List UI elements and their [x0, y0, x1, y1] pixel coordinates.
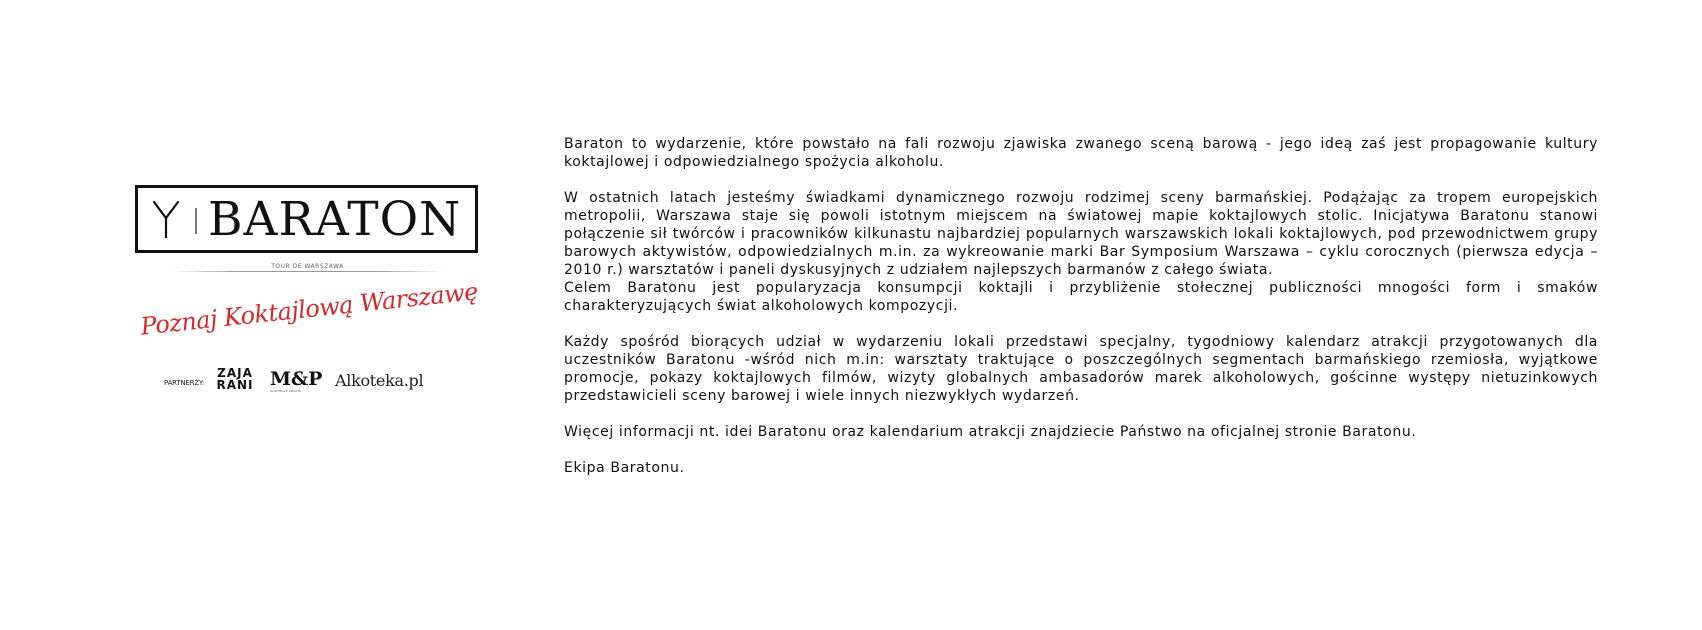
paragraph-signature: Ekipa Baratonu. [564, 460, 685, 476]
baraton-logo [130, 183, 486, 408]
paragraph-intro: Baraton to wydarzenie, które powstało na fali rozwoju zjawiska zwanego sceną barową - jego ideą zaś jest propagowanie kultury koktajlowej i odpowiedzialnego spożycia alkoholu. [564, 136, 1598, 170]
script-tagline [139, 277, 480, 343]
partner-zaja-rani-logo: ZAJA RANI [216, 366, 254, 392]
tour-label: TOUR DE WARSZAWA [170, 263, 445, 270]
tour-divider-line [170, 271, 445, 272]
paragraph-goal: Celem Baratonu jest popularyzacja konsumpcji koktajli i przybliżenie stołecznej publiczności mnogości form i smaków charakteryzujących świat alkoholowych kompozycji. [564, 280, 1598, 314]
logo-divider [195, 208, 197, 234]
partners-label: PARTNERZY: [164, 379, 205, 387]
article-body [564, 135, 1598, 495]
paragraph-calendar: Każdy spośród biorących udział w wydarzeniu lokali przedstawi specjalny, tygodniowy kalendarz atrakcji przygotowanych dla uczestników Baratonu -wśród nich m.in: warsztaty traktujące o poszczególnych segmentach barmańskiego rzemiosła, wyjątkowe promocje, pokazy koktajlowych filmów, wizyty globalnych ambasadorów marek alkoholowych, gościnne występy nietuzinkowych przedstawicieli sceny barowej i wiele innych niezwykłych wydarzeń. [564, 334, 1598, 404]
paragraph-more-info: Więcej informacji nt. idei Baratonu oraz kalendarium atrakcji znajdziecie Państwo na oficjalnej stronie Baratonu. [564, 424, 1417, 440]
partner-mp-subtitle: ALKOHOLE ŚWIATA [270, 389, 302, 393]
paragraph-scene: W ostatnich latach jesteśmy świadkami dynamicznego rozwoju rodzimej sceny barmańskiej. Podążając za tropem europejskich metropolii, Warszawa staje się powoli istotnym miejscem na światowej mapie koktajlowych stolic. Inicjatywa Baratonu stanowi połączenie sił twórców i pracowników kilkunastu najbardziej popularnych warszawskich lokali koktajlowych, pod przewodnictwem grupy barowych aktywistów, odpowiedzialnych m.in. za wykreowanie marki Bar Symposium Warszawa – cyklu corocznych (pierwsza edycja – 2010 r.) warsztatów i paneli dyskusyjnych z udziałem najlepszych barmanów z całego świata. [564, 190, 1598, 278]
partner-alkoteka-logo: Alkoteka.pl [335, 371, 424, 390]
brand-name: BARATON [208, 192, 462, 247]
baraton-logo-box [135, 185, 478, 253]
cocktail-glass-icon [152, 200, 180, 240]
svg-text:Poznaj Koktajlową Warszawę: Poznaj Koktajlową Warszawę [139, 277, 480, 341]
partner-mp-logo: M&P [270, 368, 323, 390]
partners-row [164, 366, 464, 399]
